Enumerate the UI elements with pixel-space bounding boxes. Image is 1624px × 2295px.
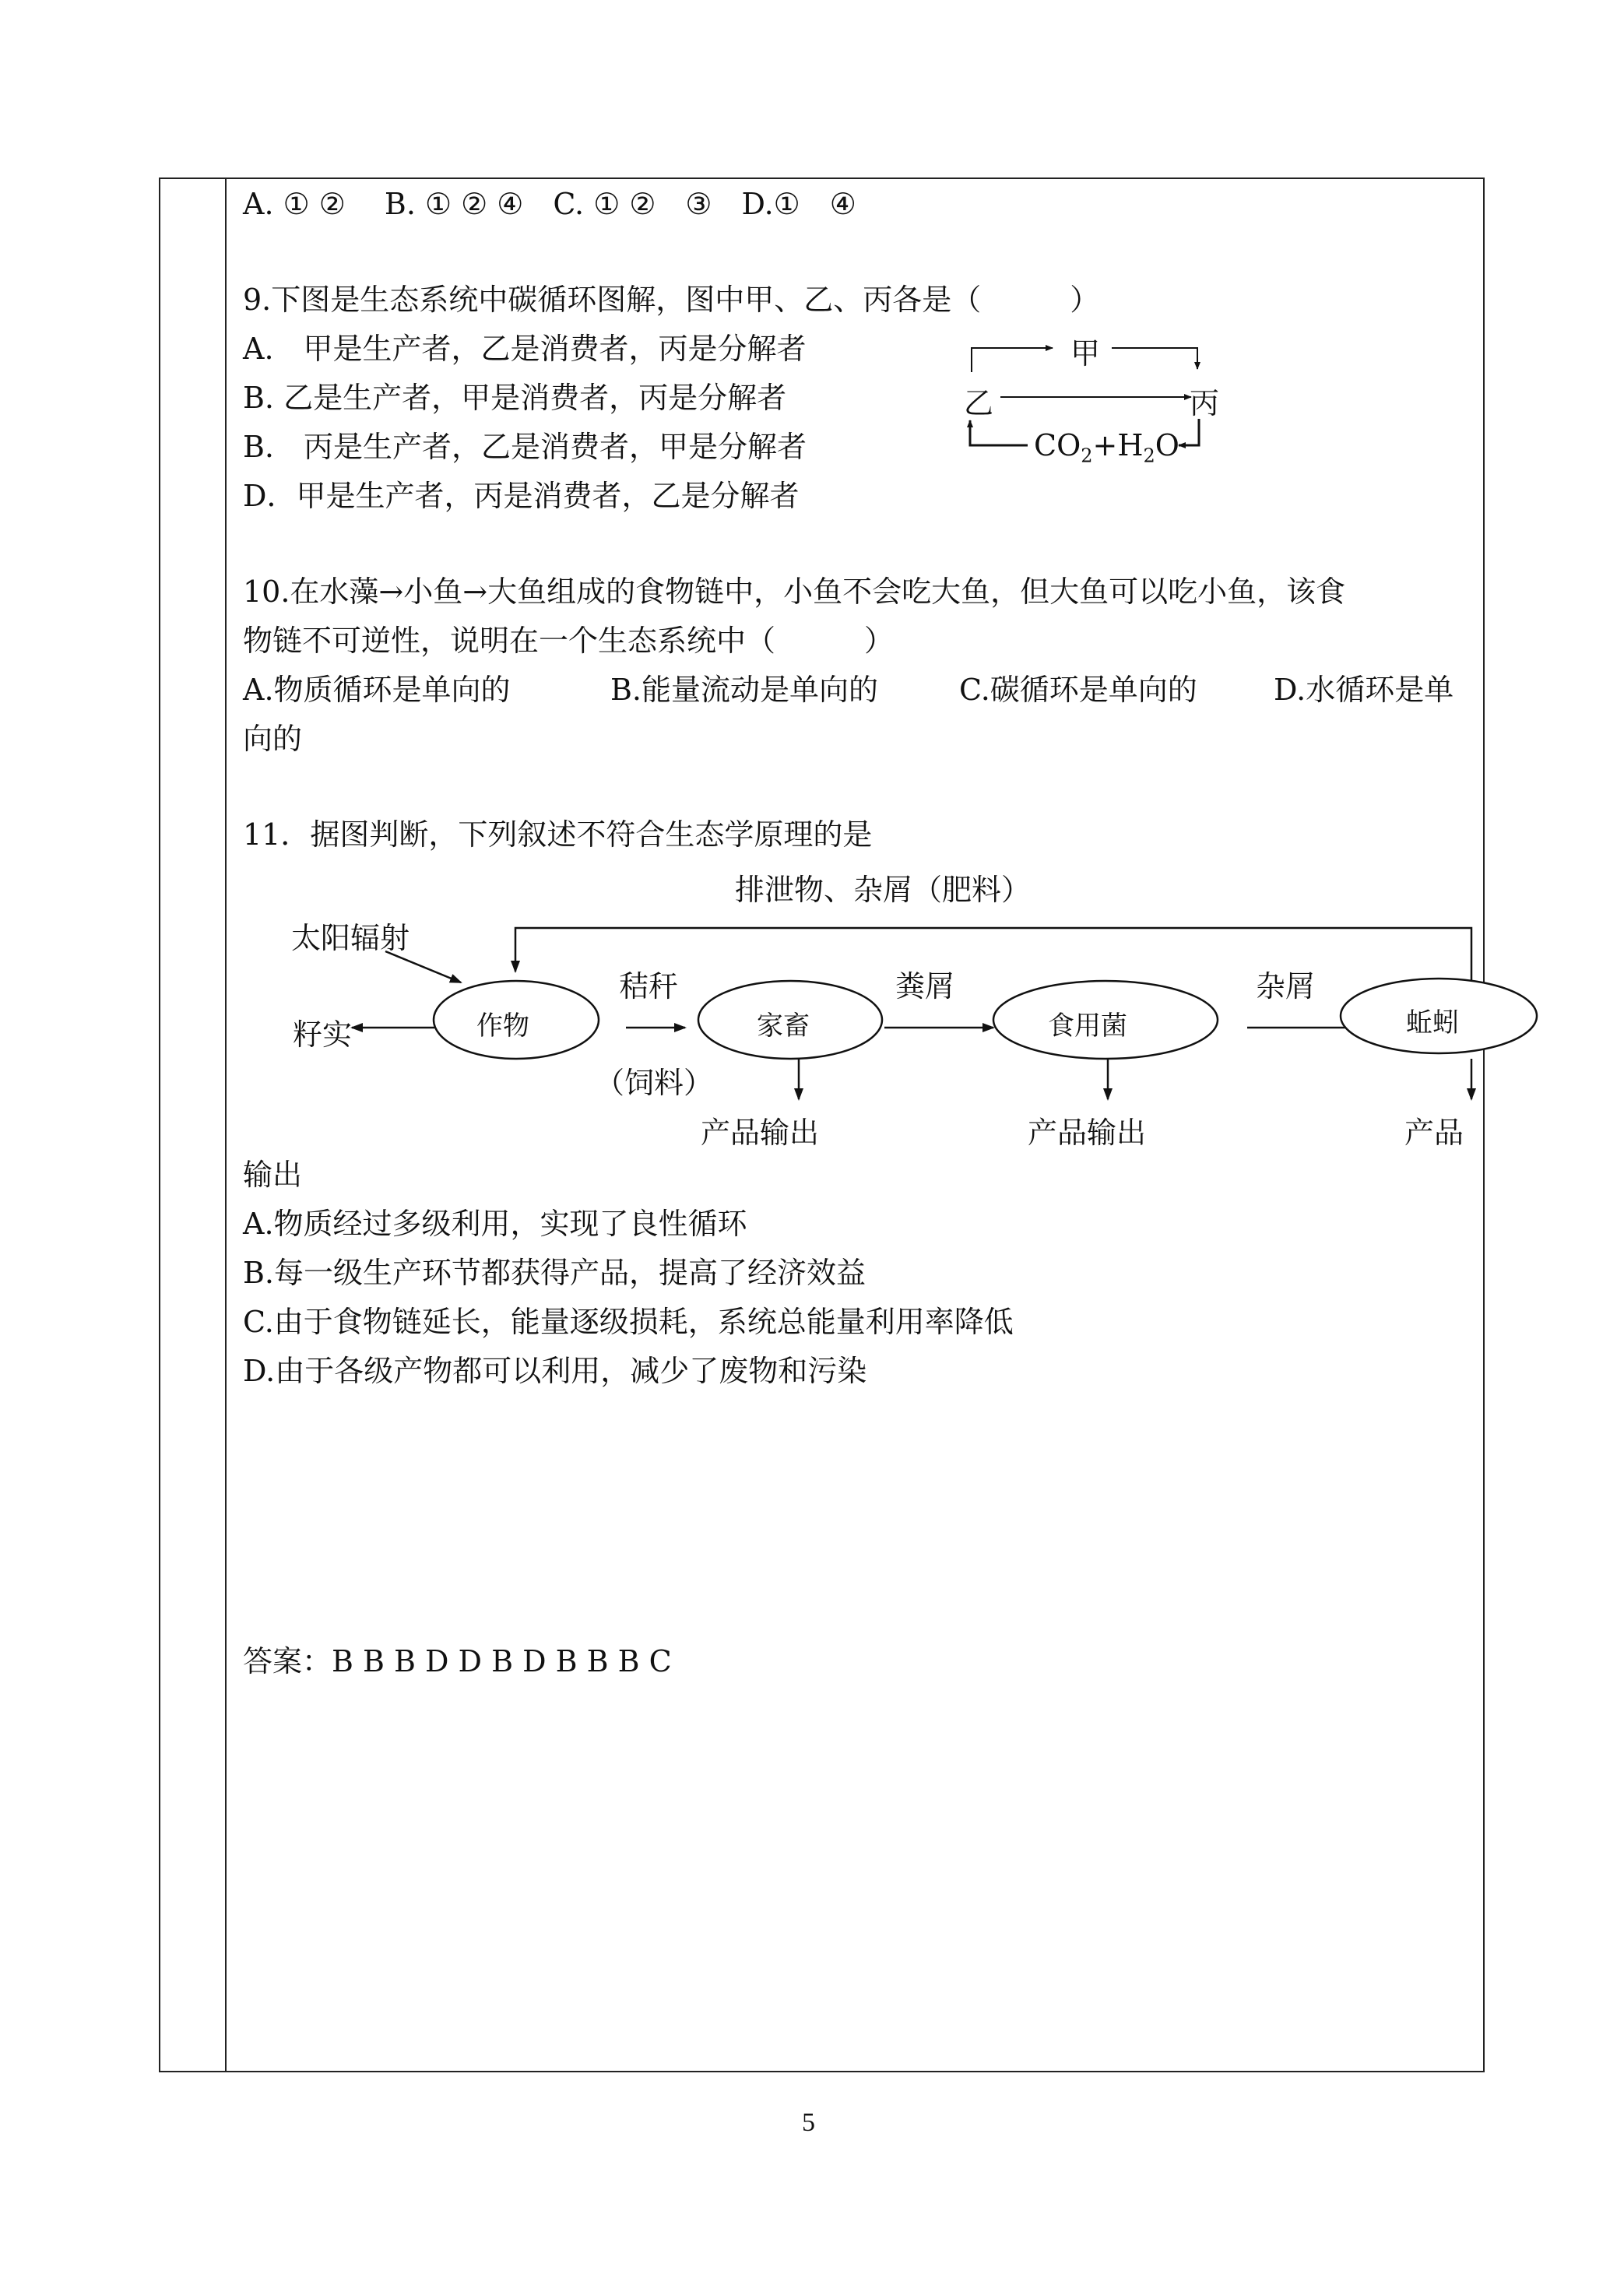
q9-option-c: B. 丙是生产者，乙是消费者，甲是分解者 xyxy=(243,430,807,464)
label-earthworm: 蚯蚓 xyxy=(1406,1007,1459,1039)
label-fertilizer: 排泄物、杂屑（肥料） xyxy=(735,873,1032,907)
q9-option-b: B. 乙是生产者，甲是消费者，丙是分解者 xyxy=(243,381,787,415)
q11-option-b: B.每一级生产环节都获得产品，提高了经济效益 xyxy=(243,1256,866,1290)
label-fungus: 食用菌 xyxy=(1048,1010,1127,1042)
node-bing: 丙 xyxy=(1190,386,1220,420)
o-text: O xyxy=(1155,428,1179,462)
q11-option-c: C.由于食物链延长，能量逐级损耗，系统总能量利用率降低 xyxy=(243,1305,1014,1339)
q9-stem: 9.下图是生态系统中碳循环图解，图中甲、乙、丙各是（ ） xyxy=(243,283,1100,317)
label-seed: 籽实 xyxy=(293,1017,353,1052)
node-jia: 甲 xyxy=(1070,336,1101,371)
q9-option-a: A. 甲是生产者，乙是消费者，丙是分解者 xyxy=(243,332,807,366)
q11-output-cont: 输出 xyxy=(243,1158,303,1192)
node-co2-h2o xyxy=(1034,428,1179,467)
label-debris: 杂屑 xyxy=(1256,969,1316,1003)
arrow-co2-to-yi xyxy=(970,420,1028,445)
q10-line1: 10.在水藻→小鱼→大鱼组成的食物链中，小鱼不会吃大鱼，但大鱼可以吃小鱼，该食 xyxy=(243,575,1346,609)
label-output-livestock: 产品输出 xyxy=(701,1116,820,1150)
label-output-fungus: 产品输出 xyxy=(1028,1116,1147,1150)
q10-option-d: D.水循环是单 xyxy=(1274,673,1454,707)
q10-line2: 物链不可逆性，说明在一个生态系统中（ ） xyxy=(243,624,895,658)
q11-option-d: D.由于各级产物都可以利用，减少了废物和污染 xyxy=(243,1354,867,1388)
q11-stem: 11．据图判断，下列叙述不符合生态学原理的是 xyxy=(243,817,873,852)
label-crop: 作物 xyxy=(476,1010,529,1042)
label-dung: 粪屑 xyxy=(895,969,955,1003)
q8-options: A. ① ② B. ① ② ④ C. ① ② ③ D.① ④ xyxy=(243,187,856,221)
q9-option-d: D．甲是生产者，丙是消费者，乙是分解者 xyxy=(243,479,800,513)
co2-subscript: 2 xyxy=(1081,445,1093,467)
label-feed: （饲料） xyxy=(595,1066,714,1100)
label-sun: 太阳辐射 xyxy=(291,921,410,955)
arrow-jia-to-bing xyxy=(1112,348,1197,369)
arrow-yi-to-jia xyxy=(972,348,1053,372)
label-straw: 秸秆 xyxy=(619,969,679,1003)
label-livestock: 家畜 xyxy=(757,1010,810,1042)
q10-option-c: C.碳循环是单向的 xyxy=(959,673,1197,707)
q10-option-b: B.能量流动是单向的 xyxy=(610,673,879,707)
q10-option-a: A.物质循环是单向的 xyxy=(243,673,511,707)
q11-option-a: A.物质经过多级利用，实现了良性循环 xyxy=(243,1207,747,1241)
arrow-bing-to-co2 xyxy=(1179,419,1199,445)
node-yi: 乙 xyxy=(964,386,994,420)
page-number: 5 xyxy=(802,2108,815,2137)
answer-line: 答案：B B B D D B D B B B C xyxy=(243,1644,672,1678)
q10-option-d-tail: 向的 xyxy=(243,722,303,756)
h2o-subscript: 2 xyxy=(1143,445,1155,467)
co2-text: CO xyxy=(1034,428,1081,462)
plus-h-text: +H xyxy=(1092,428,1144,462)
label-output-earthworm: 产品 xyxy=(1404,1116,1464,1150)
